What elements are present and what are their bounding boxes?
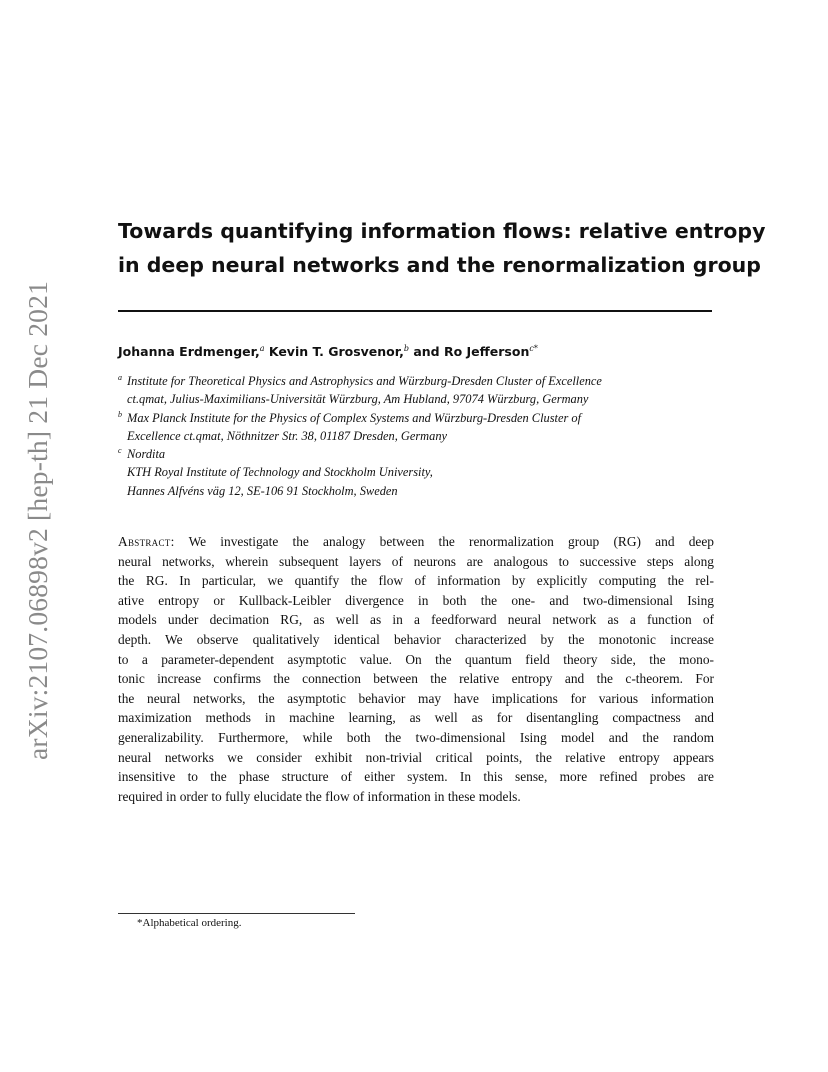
abstract-line: depth. We observe qualitatively identical behavior characterized by the monotonic increase [118, 631, 714, 647]
abstract-line: ative entropy or Kullback-Leibler divergence in both the one- and two-dimensional Ising [118, 592, 714, 608]
abstract-line: required in order to fully elucidate the flow of information in these models. [118, 788, 521, 804]
abstract-line: the RG. In particular, we quantify the flow of information by explicitly computing the rel- [118, 573, 714, 589]
abstract-line: insensitive to the phase structure of either system. In this sense, more refined probes are [118, 769, 714, 785]
abstract-line: tonic increase confirms the connection between the relative entropy and the c-theorem. For [118, 671, 714, 687]
affiliation-line: Nordita [127, 447, 166, 462]
abstract-line: the neural networks, the asymptotic behavior may have implications for various information [118, 690, 714, 706]
affiliation-line: ct.qmat, Julius-Maximilians-Universität Würzburg, Am Hubland, 97074 Würzburg, Germany [127, 392, 589, 407]
arxiv-identifier-stamp: arXiv:2107.06898v2 [hep-th] 21 Dec 2021 [22, 280, 53, 760]
affiliation-line: Hannes Alfvéns väg 12, SE-106 91 Stockholm, Sweden [127, 483, 398, 498]
affiliation-line: Excellence ct.qmat, Nöthnitzer Str. 38, 01187 Dresden, Germany [127, 428, 448, 443]
abstract [118, 532, 714, 806]
abstract-line: neural networks we consider exhibit non-trivial critical points, the relative entropy appears [118, 749, 714, 765]
abstract-line: models under decimation RG, as well as in a feedforward neural network as a function of [118, 612, 714, 628]
affiliation-a [118, 372, 718, 409]
footnote-rule [118, 913, 355, 914]
affiliation-mark: a [259, 344, 265, 353]
abstract-text: We investigate the analogy between the renormalization group (RG) and deep [174, 534, 714, 549]
footnote: *Alphabetical ordering. [137, 917, 242, 929]
affiliation-line: KTH Royal Institute of Technology and Stockholm University, [127, 465, 433, 480]
abstract-line: generalizability. Furthermore, while both the two-dimensional Ising model and the random [118, 729, 714, 745]
title-rule [118, 310, 712, 312]
abstract-line: neural networks, wherein subsequent layers of neurons are analogous to successive steps along [118, 553, 714, 569]
author-list [118, 344, 538, 359]
paper-title [118, 214, 766, 282]
affiliation-mark: c* [529, 344, 538, 353]
abstract-line: maximization methods in machine learning, as well as for disentangling compactness and [118, 710, 714, 726]
affiliation-b [118, 409, 718, 446]
affiliation-mark: b [403, 344, 409, 353]
affiliation-line: Institute for Theoretical Physics and Astrophysics and Würzburg-Dresden Cluster of Excellence [127, 374, 602, 388]
abstract-line: to a parameter-dependent asymptotic value. On the quantum field theory side, the mono- [118, 651, 714, 667]
affiliation-mark: a [118, 373, 122, 382]
affiliation-mark: b [118, 409, 122, 419]
title-line-2: in deep neural networks and the renormalization group [118, 253, 761, 277]
title-line-1: Towards quantifying information flows: relative entropy [118, 219, 766, 243]
author-name: and Ro Jefferson [408, 344, 530, 360]
author-name: Johanna Erdmenger, [118, 344, 260, 360]
abstract-label: Abstract: [118, 534, 175, 549]
affiliation-line: Max Planck Institute for the Physics of Complex Systems and Würzburg-Dresden Cluster of [127, 410, 582, 425]
affiliation-c [118, 445, 718, 500]
abstract-line [118, 532, 714, 552]
affiliations [118, 372, 718, 500]
affiliation-mark: c [118, 446, 122, 456]
author-name: Kevin T. Grosvenor, [264, 344, 404, 360]
